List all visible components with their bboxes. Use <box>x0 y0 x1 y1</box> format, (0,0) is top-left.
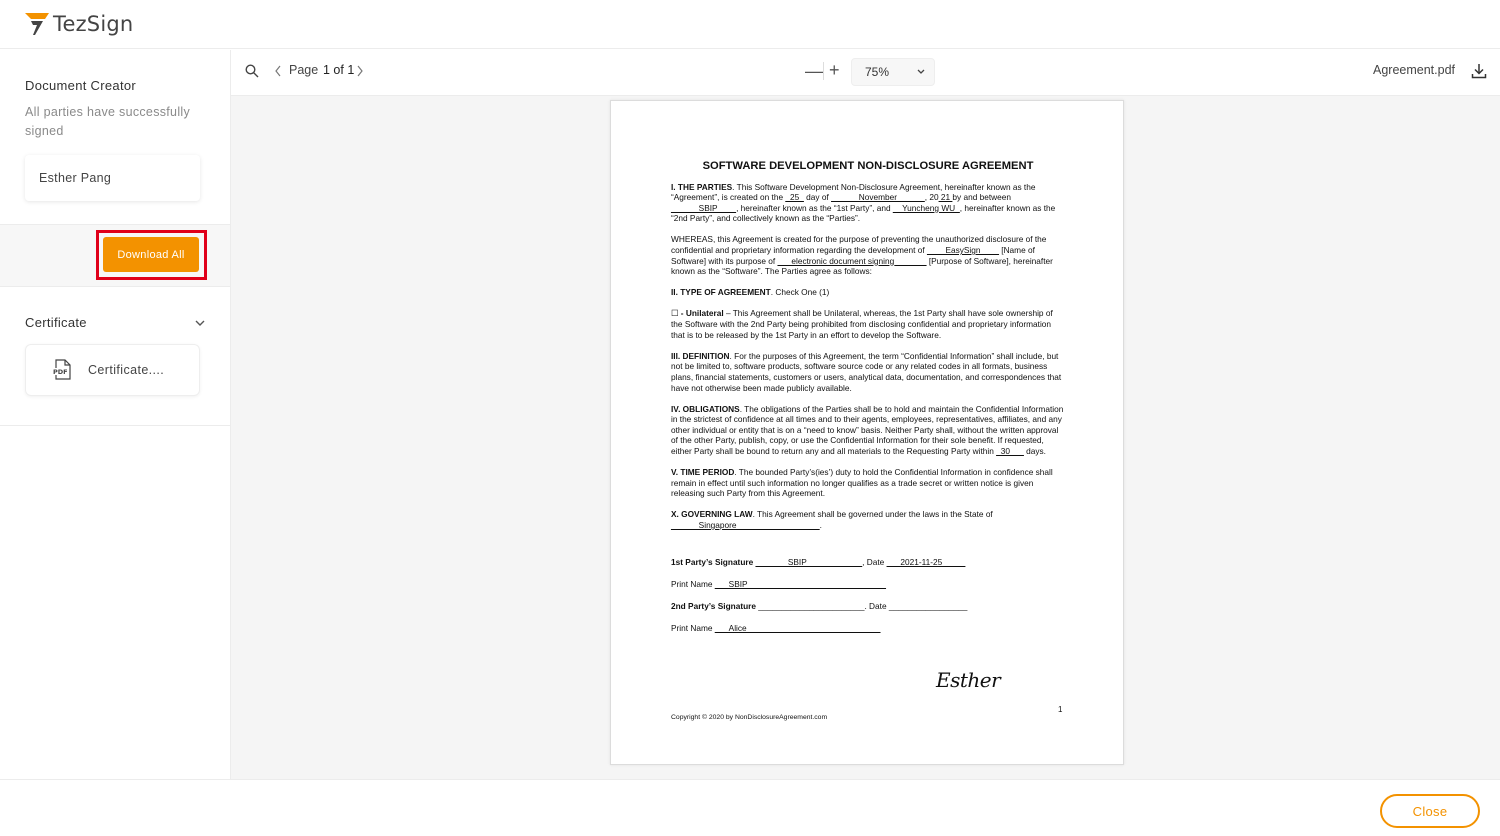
app-name: TezSign <box>53 12 134 36</box>
certificate-file-name: Certificate.... <box>88 363 165 377</box>
previous-page-icon[interactable] <box>274 65 282 77</box>
unilateral-clause: ☐ - Unilateral – This Agreement shall be Unilateral, whereas, the 1st Party shall have sole ownership of the Software with the 2nd Party being prohibited from disclosing confidential and proprietary information that is to be released by the 1st Party in an effort to develop the Software. <box>671 308 1053 340</box>
definition-clause: III. DEFINITION. For the purposes of this Agreement, the term “Confidential Information” shall include, but not be limited to, software products, software source code or any related codes in all formats, business plans, financial statements, customers or users, analytical data, documentation, and correspondences that have not otherwise been made publicly available. <box>671 350 1062 393</box>
document-creator-section <box>0 50 230 225</box>
pdf-viewer <box>231 50 1500 779</box>
app-logo[interactable] <box>25 12 133 36</box>
type-clause: II. TYPE OF AGREEMENT. Check One (1) <box>671 287 830 298</box>
page-label: Page <box>289 63 319 77</box>
document-page <box>610 100 1124 765</box>
page-number: 1 of 1 <box>323 63 355 77</box>
search-icon[interactable] <box>245 64 259 78</box>
tezsign-logo-icon <box>25 13 49 35</box>
download-all-button[interactable]: Download All <box>103 237 199 272</box>
close-button[interactable]: Close <box>1380 794 1480 828</box>
signer-card: Esther Pang <box>25 155 200 201</box>
next-page-icon[interactable] <box>356 65 364 77</box>
viewer-toolbar <box>231 50 1500 96</box>
first-party-signature-row: 1st Party’s Signature _______SBIP____________, Date ___2021-11-25_____ <box>671 556 966 567</box>
zoom-select[interactable] <box>851 58 935 86</box>
signing-status: All parties have successfully signed <box>25 105 191 138</box>
sidebar <box>0 50 231 779</box>
document-content <box>671 161 1065 645</box>
whereas-clause: WHEREAS, this Agreement is created for the purpose of preventing the unauthorized disclosure of the confidential and proprietary information regarding the development of ____EasySign____ [Name of Software] with its purpose of ___electronic document signing_______ [Purpose of Software], hereinafter known as the “Software”. The Parties agree as follows: <box>671 234 1053 277</box>
chevron-down-icon <box>916 67 926 77</box>
handwritten-signature: Esther <box>936 668 1001 692</box>
first-party-print-row: Print Name ___SBIP______________________________ <box>671 578 886 589</box>
second-party-print-row: Print Name ___Alice_____________________________ <box>671 622 881 633</box>
pdf-file-icon <box>52 359 72 381</box>
toolbar-divider <box>823 62 824 80</box>
zoom-out-button[interactable]: — <box>805 61 823 81</box>
chevron-down-icon[interactable] <box>194 317 206 329</box>
document-page-number: 1 <box>1058 705 1063 714</box>
svg-text:PDF: PDF <box>53 368 68 376</box>
download-section <box>0 225 230 287</box>
signature-section <box>671 557 1065 634</box>
app-header <box>0 0 1500 49</box>
document-title: SOFTWARE DEVELOPMENT NON-DISCLOSURE AGREEMENT <box>702 160 1034 172</box>
certificate-file-card[interactable] <box>25 344 200 396</box>
second-party-signature-row: 2nd Party’s Signature _______________________. Date _________________ <box>671 600 968 611</box>
parties-clause: I. THE PARTIES. This Software Development Non-Disclosure Agreement, hereinafter known as the “Agreement”, is created on the _25_ day of ______November______, 20 21 by and between ______SBIP____, hereinafter known as the “1st Party”, and __Yuncheng WU_, hereinafter known as the “2nd Party”, and collectively known as the “Parties”. <box>671 181 1056 224</box>
zoom-value: 75% <box>865 65 890 79</box>
document-creator-title: Document Creator <box>25 78 137 93</box>
footer-bar <box>0 779 1500 836</box>
certificate-header[interactable] <box>25 315 206 330</box>
file-name: Agreement.pdf <box>1373 63 1455 77</box>
certificate-title: Certificate <box>25 315 87 330</box>
obligations-clause: IV. OBLIGATIONS. The obligations of the Parties shall be to hold and maintain the Confidential Information in the strictest of confidence at all times and to their agents, employees, representatives, affiliates, and any other individual or entity that is on a “need to know” basis. Neither Party shall, without the written approval of the other Party, publish, copy, or use the Confidential Information for their sole benefit. If requested, either Party shall be bound to return any and all materials to the Requesting Party within _30___ days. <box>671 403 1064 456</box>
download-icon[interactable] <box>1471 63 1487 79</box>
document-copyright: Copyright © 2020 by NonDisclosureAgreement.com <box>671 714 828 721</box>
certificate-section <box>0 287 230 426</box>
governing-law-clause: X. GOVERNING LAW. This Agreement shall be governed under the laws in the State of ______Singapore__________________. <box>671 509 993 530</box>
time-period-clause: V. TIME PERIOD. The bounded Party’s(ies’) duty to hold the Confidential Information in confidence shall remain in effect until such information no longer qualifies as a trade secret or written notice is given releasing such Party from this Agreement. <box>671 467 1053 499</box>
zoom-in-button[interactable]: + <box>829 60 840 80</box>
